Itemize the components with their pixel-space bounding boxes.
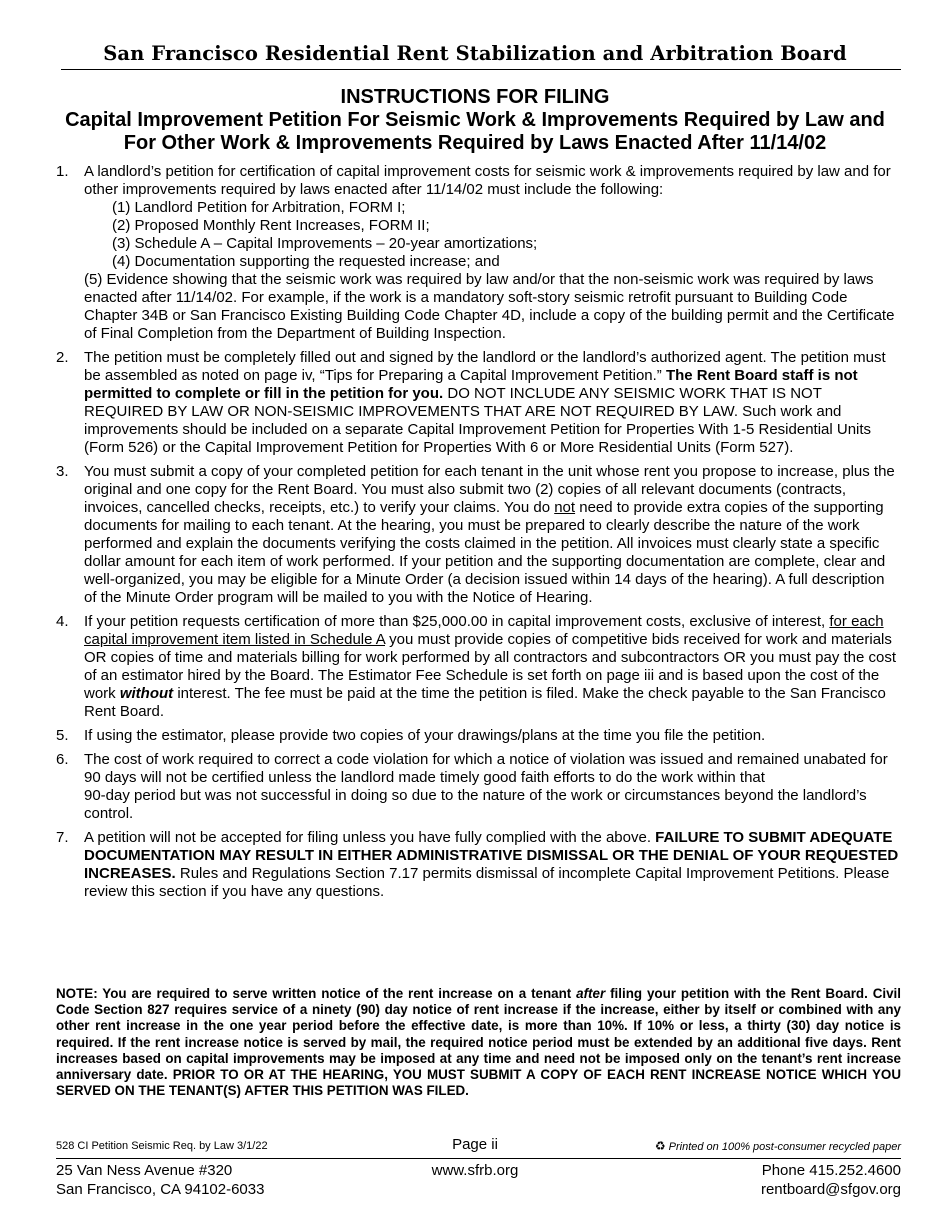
item-text: you must provide copies of competitive bids received for work and materials OR copies of time and materials billing for work performed by all contractors and subcontractors OR you must pay the cost of an estimator hired by the Board. The Estimator Fee Schedule is set forth on page iii and is based upon the cost of the work: [84, 631, 897, 702]
email-link[interactable]: rentboard@sfgov.org: [760, 1181, 901, 1198]
instruction-item-4: [56, 613, 901, 721]
petition-title-line-2: For Other Work & Improvements Required by Laws Enacted After 11/14/02: [123, 132, 827, 154]
item-text: DO NOT INCLUDE ANY SEISMIC WORK THAT IS NOT REQUIRED BY LAW OR NON-SEISMIC IMPROVEMENTS THAT ARE NOT REQUIRED BY LAW. Such work and improvements should be included on a separate Capital Improvement Petition for Properties With 1-5 Residential Units (Form 526) or the Capital Improvement Petition for Properties With 6 or More Residential Units (Form 527).: [84, 385, 872, 456]
petition-title-line-1: Capital Improvement Petition For Seismic Work & Improvements Required by Law and: [65, 109, 885, 131]
footer-rule: [56, 1158, 901, 1159]
item-text: A landlord’s petition for certification of capital improvement costs for seismic work & improvements required by law and for other improvements required by laws enacted after 11/14/02 must include the following:: [84, 163, 891, 198]
instruction-item-3: [56, 463, 901, 607]
required-document-evidence: (5) Evidence showing that the seismic work was required by law and/or that the non-seismic work was required by laws enacted after 11/14/02. For example, if the work is a mandatory soft-story seismic retrofit pursuant to Building Code Chapter 34B or San Francisco Existing Building Code Chapter 4D, include a copy of the building permit and the Certificate of Final Completion from the Department of Building Inspection.: [84, 271, 895, 342]
item-text: You must submit a copy of your completed petition for each tenant in the unit whose rent you propose to increase, plus the original and one copy for the Rent Board. You must also submit two (2) copies of all relevant documents (contracts, invoices, cancelled checks, receipts, etc.) to verify your claims. You do: [84, 463, 895, 516]
item-text-emphasis: without: [119, 685, 174, 702]
required-document: (4) Documentation supporting the requested increase; and: [112, 253, 500, 270]
header-rule: [61, 69, 901, 70]
item-text: The cost of work required to correct a code violation for which a notice of violation was issued and remained unabated for 90 days will not be certified unless the landlord made timely good faith efforts to do the work within that: [84, 751, 888, 786]
item-number: 5.: [56, 727, 69, 744]
required-documents-list: [84, 199, 901, 271]
rent-increase-notice: [56, 986, 901, 1099]
item-number: 3.: [56, 463, 69, 480]
item-number: 2.: [56, 349, 69, 366]
item-text: If your petition requests certification of more than $25,000.00 in capital improvement costs, exclusive of interest,: [84, 613, 830, 630]
item-text: need to provide extra copies of the supporting documents for mailing to each tenant. At the hearing, you must be prepared to clearly describe the nature of the work performed and explain the documents verifying the costs claimed in the petition. All invoices must clearly state a specific dollar amount for each item of work performed. If your petition and the supporting documentation are complete, clear and well-organized, you may be eligible for a Minute Order (a decision issued within 14 days of the hearing). A full description of the Minute Order program will be mailed to you with the Notice of Hearing.: [84, 499, 886, 606]
note-text-emphasis: after: [576, 986, 606, 1001]
item-text-underlined: not: [554, 499, 576, 516]
item-text: A petition will not be accepted for filing unless you have fully complied with the above.: [84, 829, 656, 846]
item-text: The petition must be completely filled out and signed by the landlord or the landlord’s authorized agent. The petition must be assembled as noted on page iv, “Tips for Preparing a Capital Improvement Petition.”: [84, 349, 886, 384]
required-document: (1) Landlord Petition for Arbitration, FORM I;: [112, 199, 406, 216]
note-text: filing your petition with the Rent Board. Civil Code Section 827 requires service of a ninety (90) day notice of rent increase if the increase, either by itself or combined with any other rent increase in the one year period before the effective date, is more than 10%. If 10% or less, a thirty (30) day notice is required. If the rent increase notice is served by mail, the required notice period must be extended by an additional five days. Rent increases based on capital improvements may be imposed at any time and need not be imposed only on the tenant’s rent increase anniversary date. PRIOR TO OR AT THE HEARING, YOU MUST SUBMIT A COPY OF EACH RENT INCREASE NOTICE WHICH YOU SERVED ON THE TENANT(S) AFTER THIS PETITION WAS FILED.: [56, 986, 901, 1099]
item-number: 7.: [56, 829, 69, 846]
instruction-item-5: [56, 727, 901, 745]
note-text: NOTE: You are required to serve written notice of the rent increase on a tenant: [56, 986, 577, 1001]
item-number: 1.: [56, 163, 69, 180]
recycled-paper-note: [655, 1139, 901, 1153]
item-number: 4.: [56, 613, 69, 630]
item-text-bold: FAILURE TO SUBMIT ADEQUATE DOCUMENTATION MAY RESULT IN EITHER ADMINISTRATIVE DISMISSAL OR THE DENIAL OF YOUR REQUESTED INCREASES.: [84, 829, 899, 882]
item-text: interest. The fee must be paid at the time the petition is filed. Make the check payable to the San Francisco Rent Board.: [84, 685, 886, 720]
instructions-title: INSTRUCTIONS FOR FILING: [340, 86, 610, 108]
required-document: (2) Proposed Monthly Rent Increases, FORM II;: [112, 217, 430, 234]
contact-info: [761, 1161, 901, 1199]
agency-header: San Francisco Residential Rent Stabilization and Arbitration Board: [103, 42, 847, 65]
instruction-item-1: [56, 163, 901, 343]
address-line-2: San Francisco, CA 94102-6033: [56, 1181, 265, 1198]
form-id: 528 CI Petition Seismic Req. by Law 3/1/22: [56, 1140, 268, 1152]
instructions-list: [56, 163, 901, 907]
required-document: (3) Schedule A – Capital Improvements – 20-year amortizations;: [112, 235, 538, 252]
recycle-icon: ♻: [654, 1139, 666, 1153]
item-text: Rules and Regulations Section 7.17 permits dismissal of incomplete Capital Improvement Petitions. Please review this section if you have any questions.: [84, 865, 890, 900]
phone-number: Phone 415.252.4600: [761, 1162, 901, 1179]
address-line-1: 25 Van Ness Avenue #320: [56, 1162, 233, 1179]
item-text: 90-day period but was not successful in doing so due to the nature of the work or circumstances beyond the landlord’s control.: [84, 787, 867, 822]
item-number: 6.: [56, 751, 69, 768]
website-link[interactable]: www.sfrb.org: [431, 1162, 519, 1179]
instruction-item-2: [56, 349, 901, 457]
item-text: If using the estimator, please provide two copies of your drawings/plans at the time you file the petition.: [84, 727, 766, 744]
instruction-item-7: [56, 829, 901, 901]
item-text-underlined: for each capital improvement item listed in Schedule A: [84, 613, 884, 648]
instruction-item-6: [56, 751, 901, 823]
recycled-text: Printed on 100% post-consumer recycled paper: [668, 1141, 901, 1153]
page-number: Page ii: [452, 1136, 498, 1153]
item-text-bold: The Rent Board staff is not permitted to complete or fill in the petition for you.: [84, 367, 858, 402]
